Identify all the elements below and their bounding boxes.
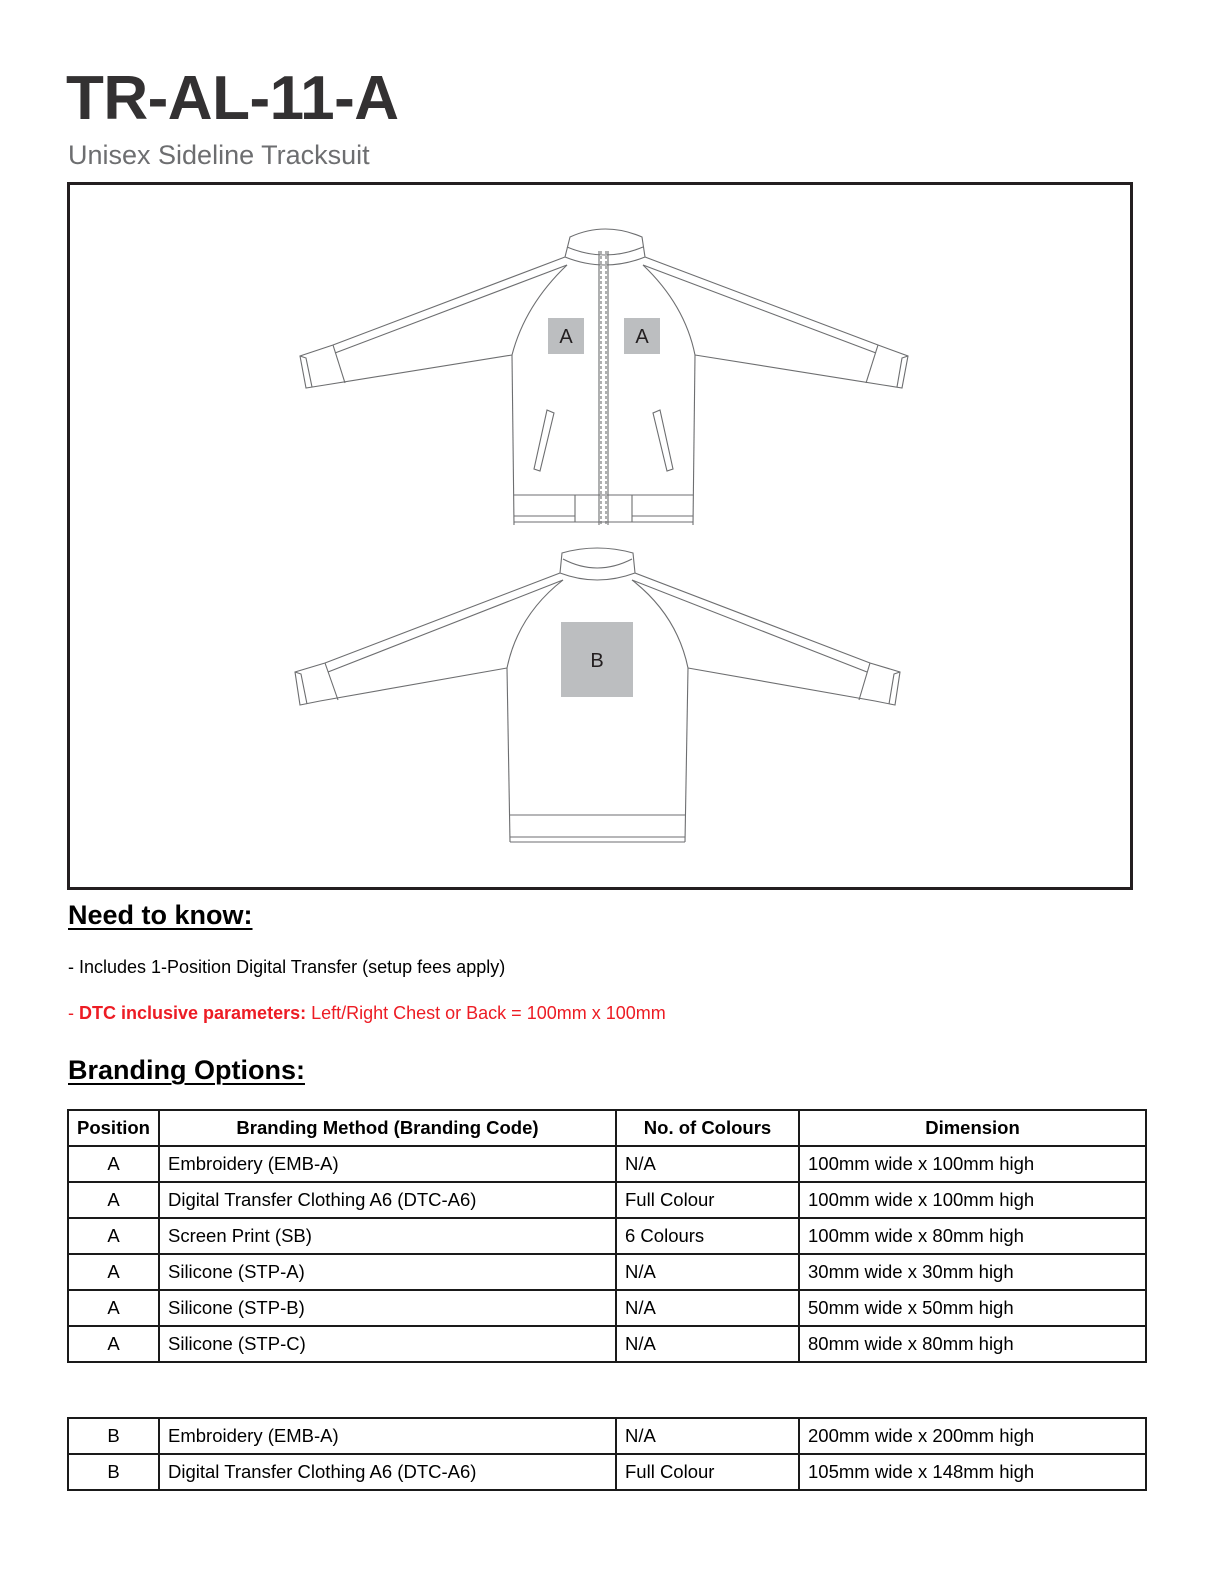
dtc-label: DTC inclusive parameters:	[79, 1003, 307, 1023]
garment-diagram-frame	[67, 182, 1133, 890]
table-row	[68, 1182, 1146, 1218]
need-to-know-line-2	[68, 1004, 666, 1022]
cell-colours: N/A	[616, 1418, 799, 1454]
cell-colours: N/A	[616, 1254, 799, 1290]
table-row	[68, 1418, 1146, 1454]
col-method: Branding Method (Branding Code)	[159, 1110, 616, 1146]
cell-position: A	[68, 1218, 159, 1254]
cell-colours: N/A	[616, 1146, 799, 1182]
product-code-title: TR-AL-11-A	[66, 64, 399, 133]
branding-table-position-a	[67, 1109, 1147, 1363]
product-name-subtitle: Unisex Sideline Tracksuit	[68, 140, 370, 170]
col-dimension: Dimension	[799, 1110, 1146, 1146]
cell-method: Silicone (STP-B)	[159, 1290, 616, 1326]
cell-colours: N/A	[616, 1326, 799, 1362]
cell-position: A	[68, 1146, 159, 1182]
cell-colours: Full Colour	[616, 1182, 799, 1218]
cell-method: Embroidery (EMB-A)	[159, 1418, 616, 1454]
cell-dimension: 50mm wide x 50mm high	[799, 1290, 1146, 1326]
cell-method: Silicone (STP-A)	[159, 1254, 616, 1290]
table-row	[68, 1146, 1146, 1182]
position-a-right-label: A	[635, 326, 649, 348]
table-header-row	[68, 1110, 1146, 1146]
cell-dimension: 100mm wide x 80mm high	[799, 1218, 1146, 1254]
cell-method: Silicone (STP-C)	[159, 1326, 616, 1362]
dtc-value: Left/Right Chest or Back = 100mm x 100mm	[306, 1003, 666, 1023]
cell-dimension: 100mm wide x 100mm high	[799, 1146, 1146, 1182]
branding-table-position-b	[67, 1417, 1147, 1491]
cell-dimension: 30mm wide x 30mm high	[799, 1254, 1146, 1290]
tracksuit-jacket-diagram	[70, 185, 1130, 887]
jacket-front-illustration	[300, 229, 908, 525]
cell-colours: 6 Colours	[616, 1218, 799, 1254]
position-a-left-label: A	[559, 326, 573, 348]
table-row	[68, 1254, 1146, 1290]
cell-position: A	[68, 1326, 159, 1362]
need-to-know-heading: Need to know:	[68, 900, 253, 930]
table-row	[68, 1326, 1146, 1362]
cell-position: A	[68, 1182, 159, 1218]
cell-dimension: 80mm wide x 80mm high	[799, 1326, 1146, 1362]
cell-method: Digital Transfer Clothing A6 (DTC-A6)	[159, 1454, 616, 1490]
branding-options-heading: Branding Options:	[68, 1055, 305, 1085]
cell-dimension: 100mm wide x 100mm high	[799, 1182, 1146, 1218]
table-row	[68, 1218, 1146, 1254]
cell-method: Screen Print (SB)	[159, 1218, 616, 1254]
cell-colours: N/A	[616, 1290, 799, 1326]
cell-dimension: 105mm wide x 148mm high	[799, 1454, 1146, 1490]
col-position: Position	[68, 1110, 159, 1146]
position-b-label: B	[590, 650, 604, 672]
dtc-prefix: -	[68, 1003, 79, 1023]
col-colours: No. of Colours	[616, 1110, 799, 1146]
cell-position: B	[68, 1418, 159, 1454]
cell-position: A	[68, 1290, 159, 1326]
cell-dimension: 200mm wide x 200mm high	[799, 1418, 1146, 1454]
table-row	[68, 1290, 1146, 1326]
need-to-know-line-1: - Includes 1-Position Digital Transfer (setup fees apply)	[68, 957, 506, 977]
cell-method: Embroidery (EMB-A)	[159, 1146, 616, 1182]
cell-colours: Full Colour	[616, 1454, 799, 1490]
cell-position: A	[68, 1254, 159, 1290]
table-row	[68, 1454, 1146, 1490]
cell-position: B	[68, 1454, 159, 1490]
cell-method: Digital Transfer Clothing A6 (DTC-A6)	[159, 1182, 616, 1218]
